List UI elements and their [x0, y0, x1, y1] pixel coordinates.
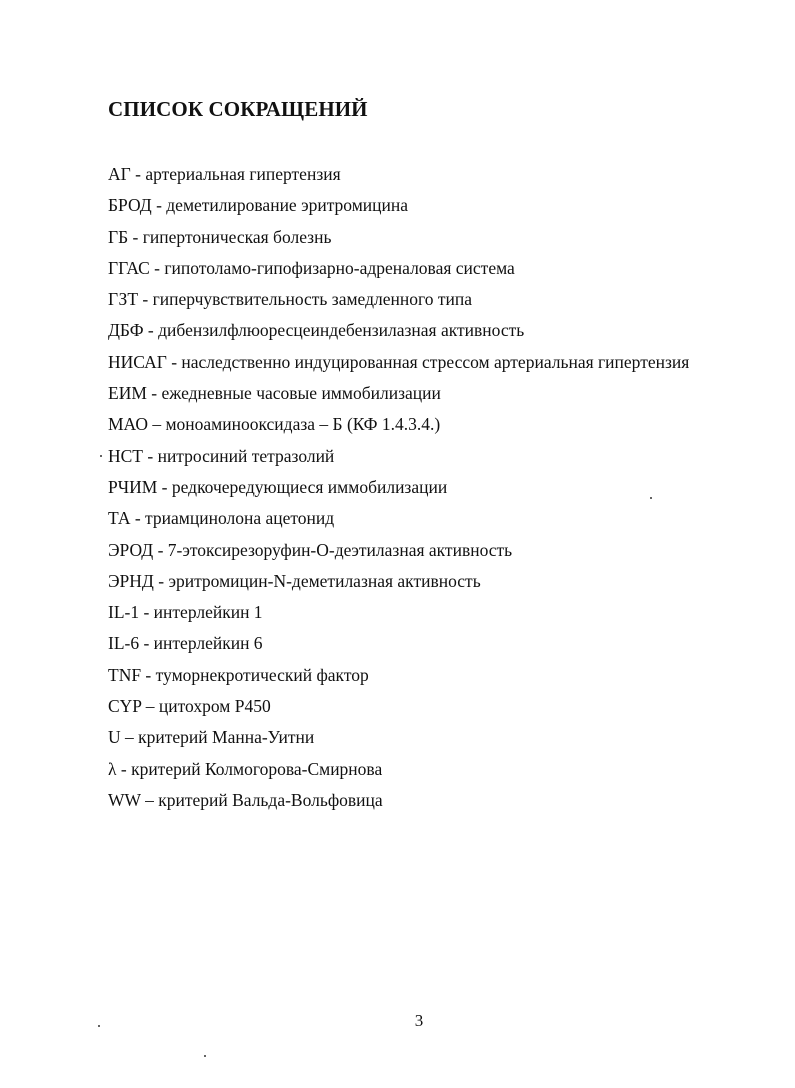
list-item: ДБФ - дибензилфлюоресцеиндебензилазная активность	[108, 320, 525, 341]
list-item: ГГАС - гипотоламо-гипофизарно-адреналовая система	[108, 257, 515, 278]
list-item: WW – критерий Вальда-Вольфовица	[108, 789, 383, 810]
list-item: IL-1 - интерлейкин 1	[108, 602, 263, 623]
list-item: ЭРНД - эритромицин-N-деметилазная активность	[108, 570, 481, 591]
scan-speck	[98, 1025, 100, 1027]
page-number: 3	[414, 1011, 424, 1030]
list-item: АГ - артериальная гипертензия	[108, 164, 341, 184]
list-item: МАО – моноаминооксидаза – Б (КФ 1.4.3.4.)	[108, 414, 441, 435]
list-item: ЕИМ - ежедневные часовые иммобилизации	[108, 383, 441, 404]
list-item: БРОД - деметилирование эритромицина	[108, 195, 409, 216]
scan-speck	[204, 1055, 206, 1057]
page-title: СПИСОК СОКРАЩЕНИЙ	[108, 97, 368, 121]
abbreviation-list	[108, 162, 689, 819]
list-item: TNF - туморнекротический фактор	[108, 664, 369, 685]
list-item: IL-6 - интерлейкин 6	[108, 633, 263, 654]
list-item: U – критерий Манна-Уитни	[108, 727, 315, 748]
list-item: НСТ - нитросиний тетразолий	[108, 445, 335, 466]
list-item: CYP – цитохром P450	[108, 696, 271, 717]
list-item: ЭРОД - 7-этоксирезоруфин-О-деэтилазная активность	[108, 539, 513, 560]
scan-speck	[650, 497, 652, 499]
list-item: РЧИМ - редкочередующиеся иммобилизации	[108, 476, 448, 497]
list-item: ГЗТ - гиперчувствительность замедленного типа	[108, 289, 472, 310]
list-item: λ - критерий Колмогорова-Смирнова	[108, 758, 383, 779]
scan-speck	[100, 455, 102, 457]
list-item: НИСАГ - наследственно индуцированная стрессом артериальная гипертензия	[108, 351, 690, 372]
list-item: ГБ - гипертоническая болезнь	[108, 226, 332, 247]
list-item: ТА - триамцинолона ацетонид	[108, 508, 335, 529]
